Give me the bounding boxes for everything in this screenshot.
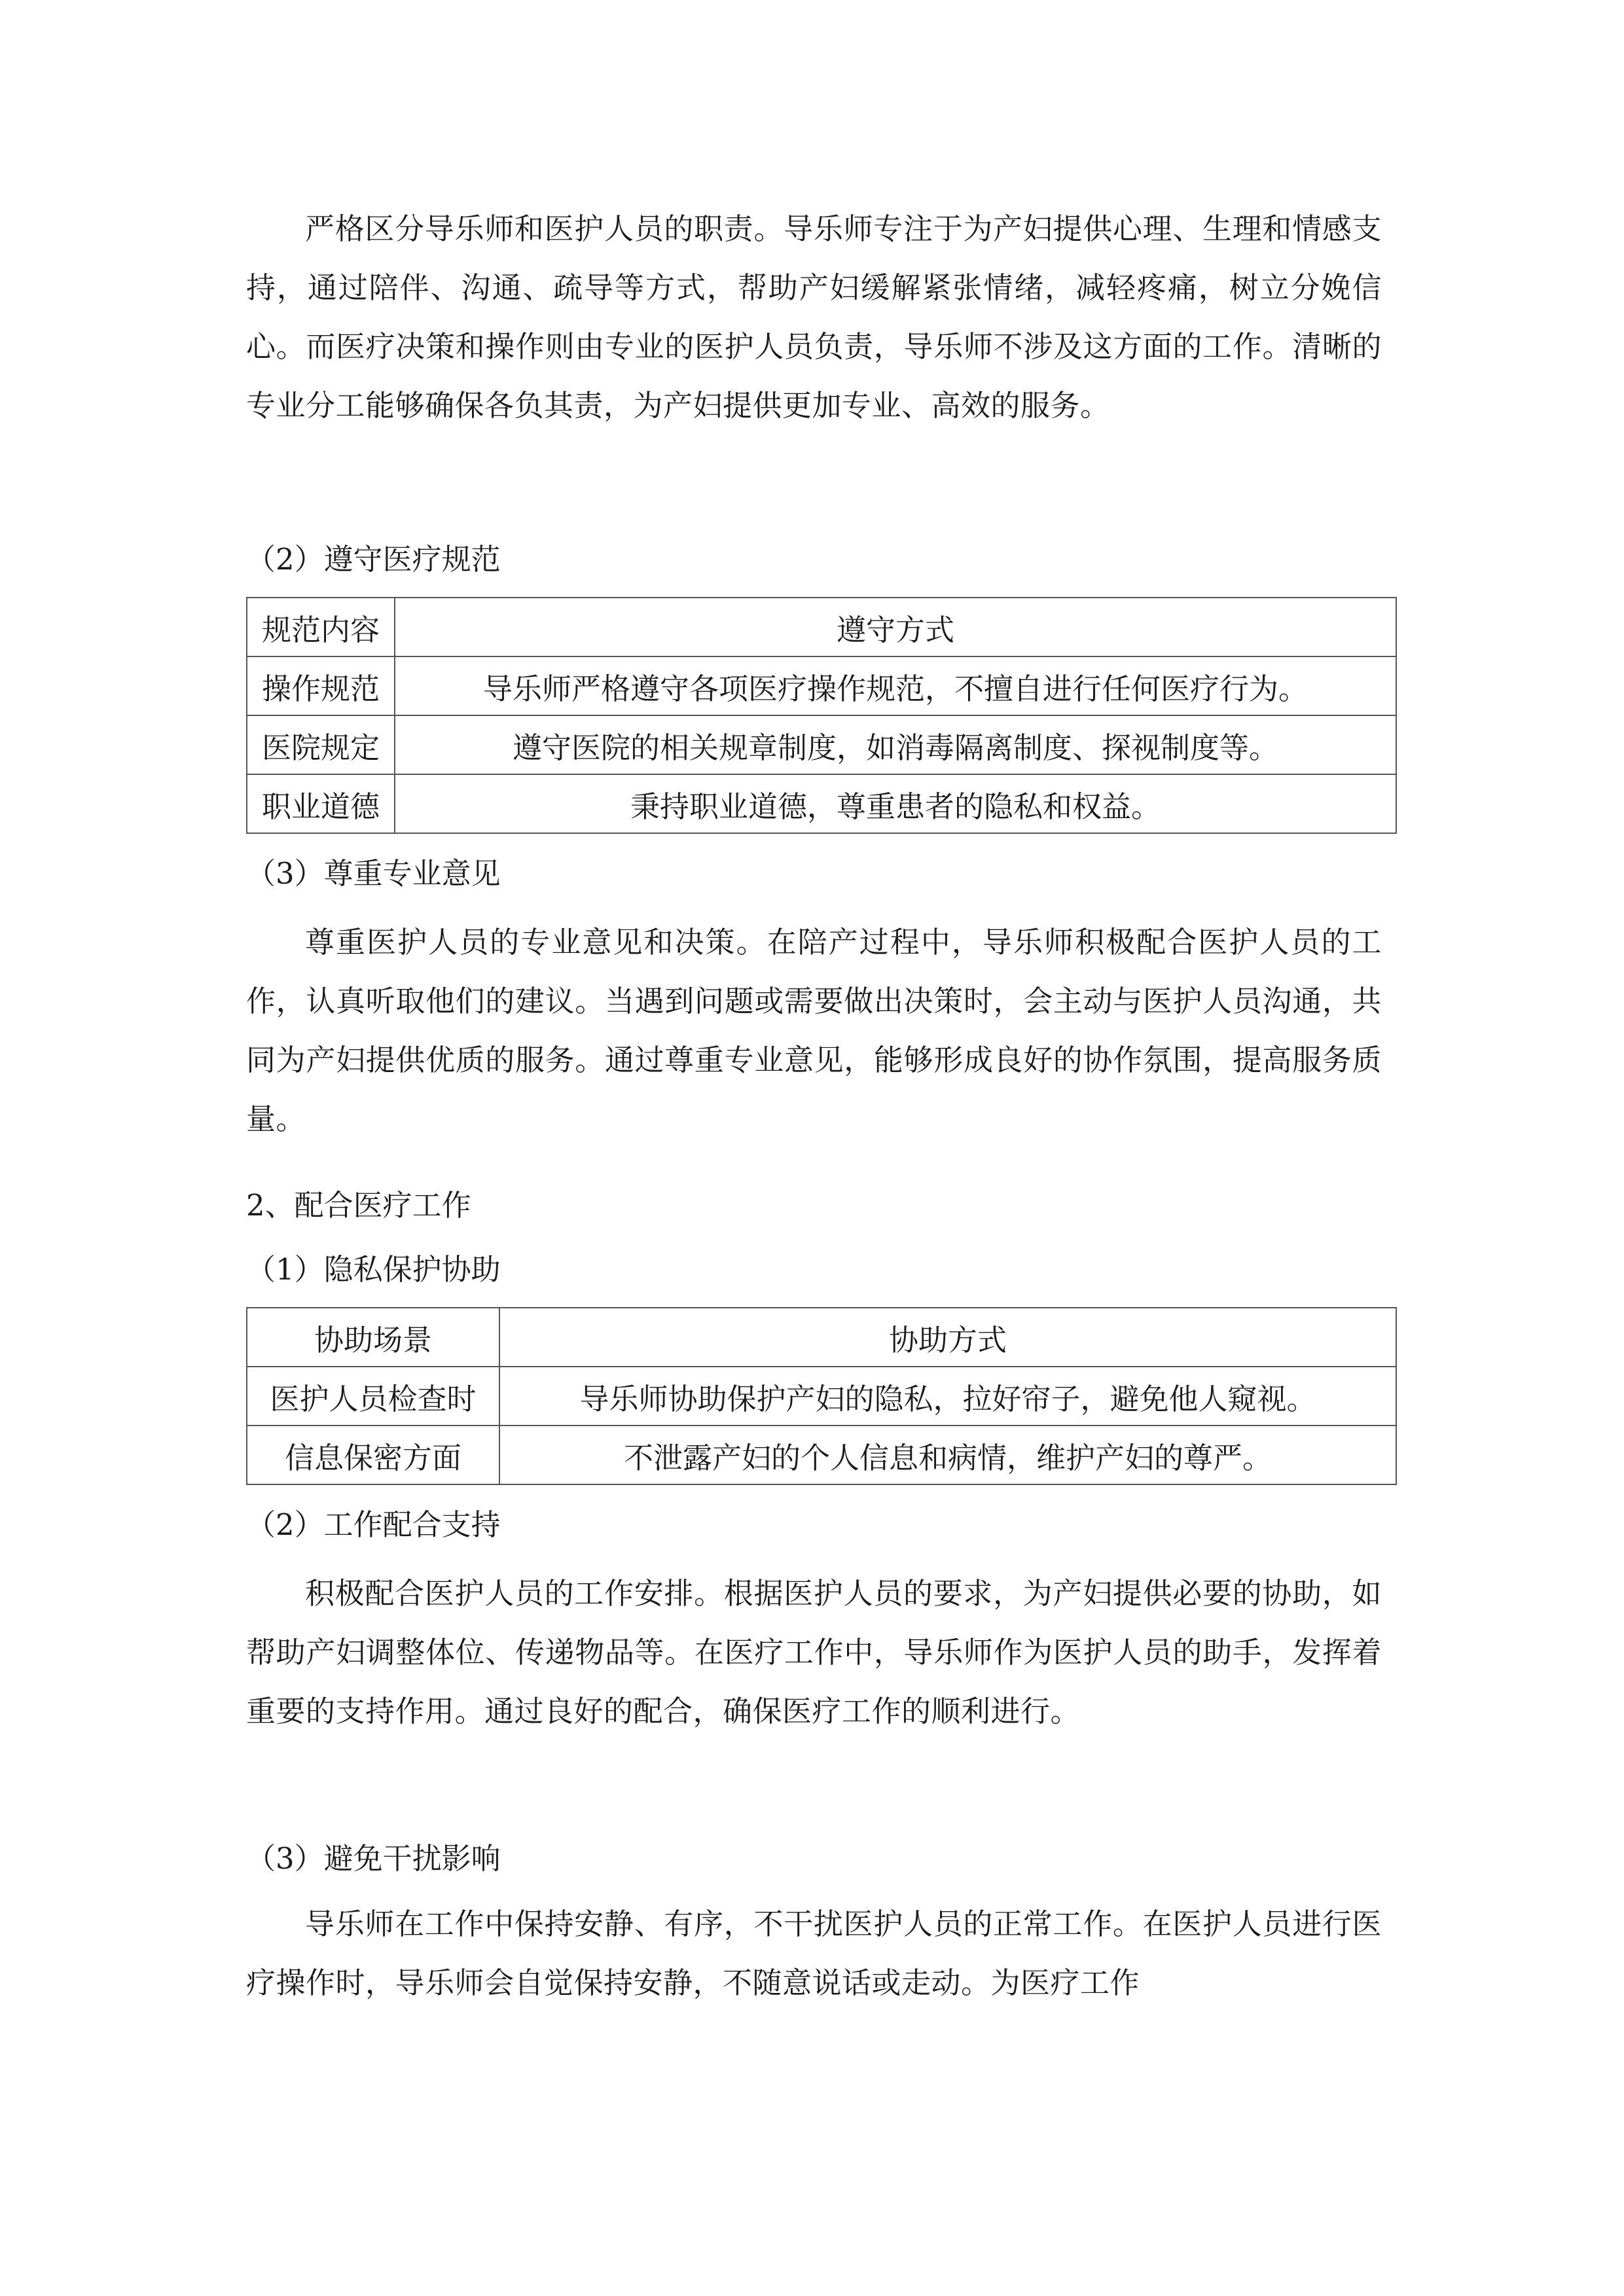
table-cell: 医院规定 (247, 715, 395, 774)
heading-avoid-interference: （3）避免干扰影响 (246, 1841, 501, 1876)
table-cell: 导乐师严格遵守各项医疗操作规范，不擅自进行任何医疗行为。 (395, 656, 1396, 715)
heading-work-support: （2）工作配合支持 (246, 1507, 501, 1542)
table-header-row (247, 598, 1396, 656)
heading-section-2: 2、配合医疗工作 (246, 1188, 471, 1223)
table-cell: 信息保密方面 (247, 1426, 499, 1484)
paragraph-work-support: 积极配合医护人员的工作安排。根据医护人员的要求，为产妇提供必要的协助，如帮助产妇调整体位、传递物品等。在医疗工作中，导乐师作为医护人员的助手，发挥着重要的支持作用。通过良好的配合，确保医疗工作的顺利进行。 (246, 1576, 1382, 1729)
table-cell: 医护人员检查时 (247, 1367, 499, 1426)
table-row (247, 1367, 1396, 1426)
table-medical-norms (246, 597, 1397, 834)
paragraph-role-division: 严格区分导乐师和医护人员的职责。导乐师专注于为产妇提供心理、生理和情感支持，通过陪伴、沟通、疏导等方式，帮助产妇缓解紧张情绪，减轻疼痛，树立分娩信心。而医疗决策和操作则由专业的医护人员负责，导乐师不涉及这方面的工作。清晰的专业分工能够确保各负其责，为产妇提供更加专业、高效的服务。 (246, 211, 1382, 423)
table-cell: 操作规范 (247, 656, 395, 715)
table-header-cell: 协助场景 (247, 1308, 499, 1367)
table-cell: 导乐师协助保护产妇的隐私，拉好帘子，避免他人窥视。 (499, 1367, 1396, 1426)
table-cell: 不泄露产妇的个人信息和病情，维护产妇的尊严。 (499, 1426, 1396, 1484)
table-cell: 秉持职业道德，尊重患者的隐私和权益。 (395, 774, 1396, 833)
table-header-row (247, 1308, 1396, 1367)
heading-respect-opinion: （3）尊重专业意见 (246, 856, 501, 891)
heading-privacy: （1）隐私保护协助 (246, 1252, 501, 1287)
table-row (247, 1426, 1396, 1484)
table-cell: 遵守医院的相关规章制度，如消毒隔离制度、探视制度等。 (395, 715, 1396, 774)
table-row (247, 715, 1396, 774)
paragraph-avoid-interference: 导乐师在工作中保持安静、有序，不干扰医护人员的正常工作。在医护人员进行医疗操作时，导乐师会自觉保持安静，不随意说话或走动。为医疗工作 (246, 1907, 1382, 2000)
paragraph-respect-opinion: 尊重医护人员的专业意见和决策。在陪产过程中，导乐师积极配合医护人员的工作，认真听取他们的建议。当遇到问题或需要做出决策时，会主动与医护人员沟通，共同为产妇提供优质的服务。通过尊重专业意见，能够形成良好的协作氛围，提高服务质量。 (246, 925, 1382, 1136)
table-cell: 职业道德 (247, 774, 395, 833)
table-header-cell: 协助方式 (499, 1308, 1396, 1367)
table-header-cell: 规范内容 (247, 598, 395, 656)
table-header-cell: 遵守方式 (395, 598, 1396, 656)
table-row (247, 774, 1396, 833)
table-row (247, 656, 1396, 715)
heading-medical-norms: （2）遵守医疗规范 (246, 542, 501, 577)
table-privacy-assist (246, 1307, 1397, 1485)
